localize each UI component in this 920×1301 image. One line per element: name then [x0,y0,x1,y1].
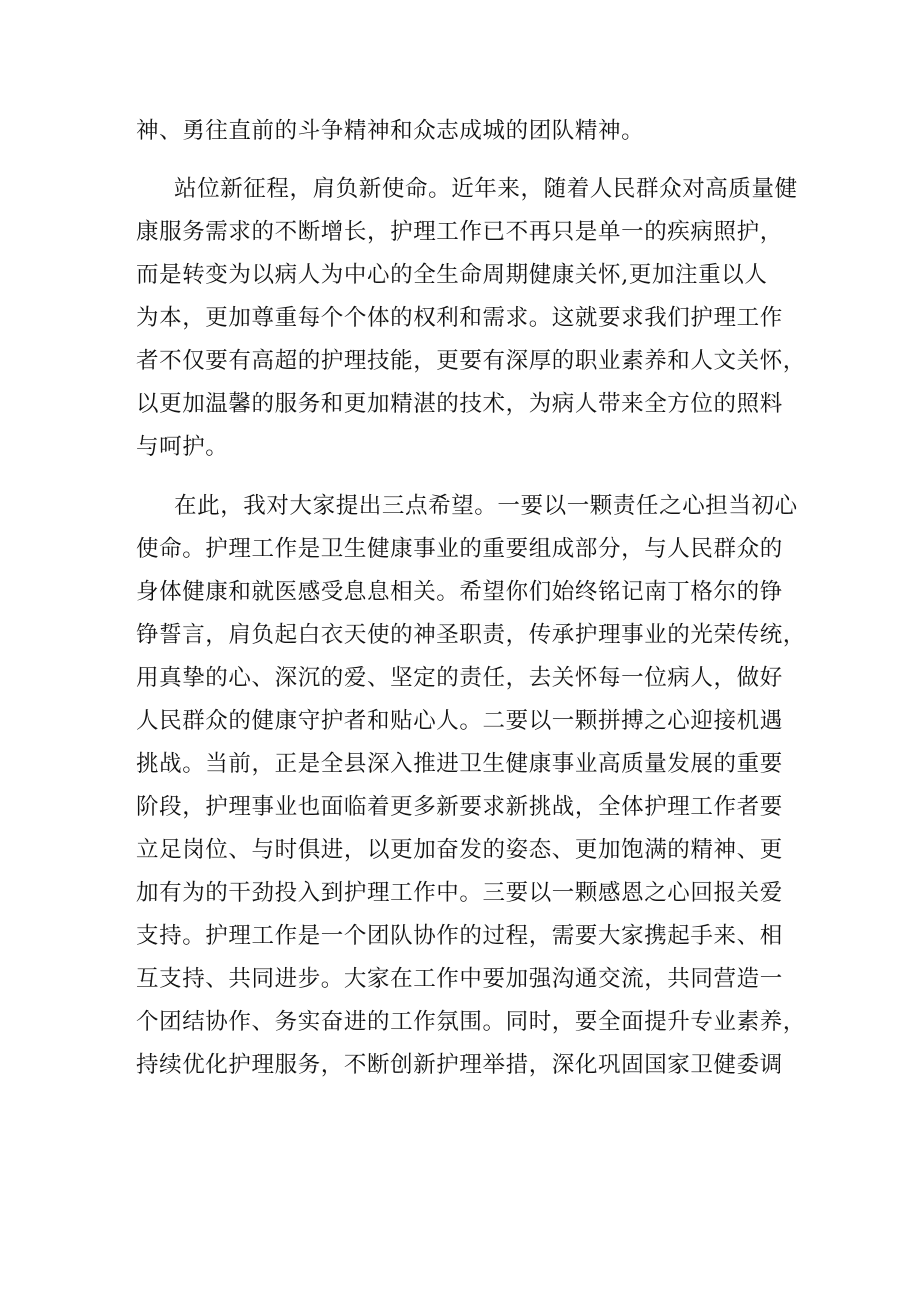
text-line: 为本，更加尊重每个个体的权利和需求。这就要求我们护理工作 [136,305,783,331]
text-line: 支持。护理工作是一个团队协作的过程，需要大家携起手来、相 [136,923,783,949]
text-line: 互支持、共同进步。大家在工作中要加强沟通交流，共同营造一 [136,966,783,992]
text-line: 以更加温馨的服务和更加精湛的技术，为病人带来全方位的照料 [136,391,783,417]
text-line: 神、勇往直前的斗争精神和众志成城的团队精神。 [136,118,645,144]
text-line: 持续优化护理服务，不断创新护理举措，深化巩固国家卫健委调 [136,1052,783,1078]
text-line: 康服务需求的不断增长，护理工作已不再只是单一的疾病照护， [136,219,783,245]
text-line: 而是转变为以病人为中心的全生命周期健康关怀,更加注重以人 [136,262,768,288]
text-line: 铮誓言，肩负起白衣天使的神圣职责，传承护理事业的光荣传统， [136,622,806,648]
text-line: 个团结协作、务实奋进的工作氛围。同时，要全面提升专业素养， [136,1009,806,1035]
paragraph-3-first-line: 在此，我对大家提出三点希望。一要以一颗责任之心担当初心 [174,493,798,519]
text-line: 立足岗位、与时俱进，以更加奋发的姿态、更加饱满的精神、更 [136,837,783,863]
text-line: 用真挚的心、深沉的爱、坚定的责任，去关怀每一位病人，做好 [136,665,783,691]
text-line: 加有为的干劲投入到护理工作中。三要以一颗感恩之心回报关爱 [136,880,783,906]
text-line: 挑战。当前，正是全县深入推进卫生健康事业高质量发展的重要 [136,751,783,777]
text-line: 身体健康和就医感受息息相关。希望你们始终铭记南丁格尔的铮 [136,579,783,605]
text-line: 使命。护理工作是卫生健康事业的重要组成部分，与人民群众的 [136,536,783,562]
text-line: 者不仅要有高超的护理技能，更要有深厚的职业素养和人文关怀， [136,348,806,374]
text-line: 阶段，护理事业也面临着更多新要求新挑战，全体护理工作者要 [136,794,783,820]
text-line: 人民群众的健康守护者和贴心人。二要以一颗拼搏之心迎接机遇 [136,708,783,734]
text-line: 与呵护。 [136,434,229,460]
paragraph-2-first-line: 站位新征程，肩负新使命。近年来，随着人民群众对高质量健 [174,176,798,202]
